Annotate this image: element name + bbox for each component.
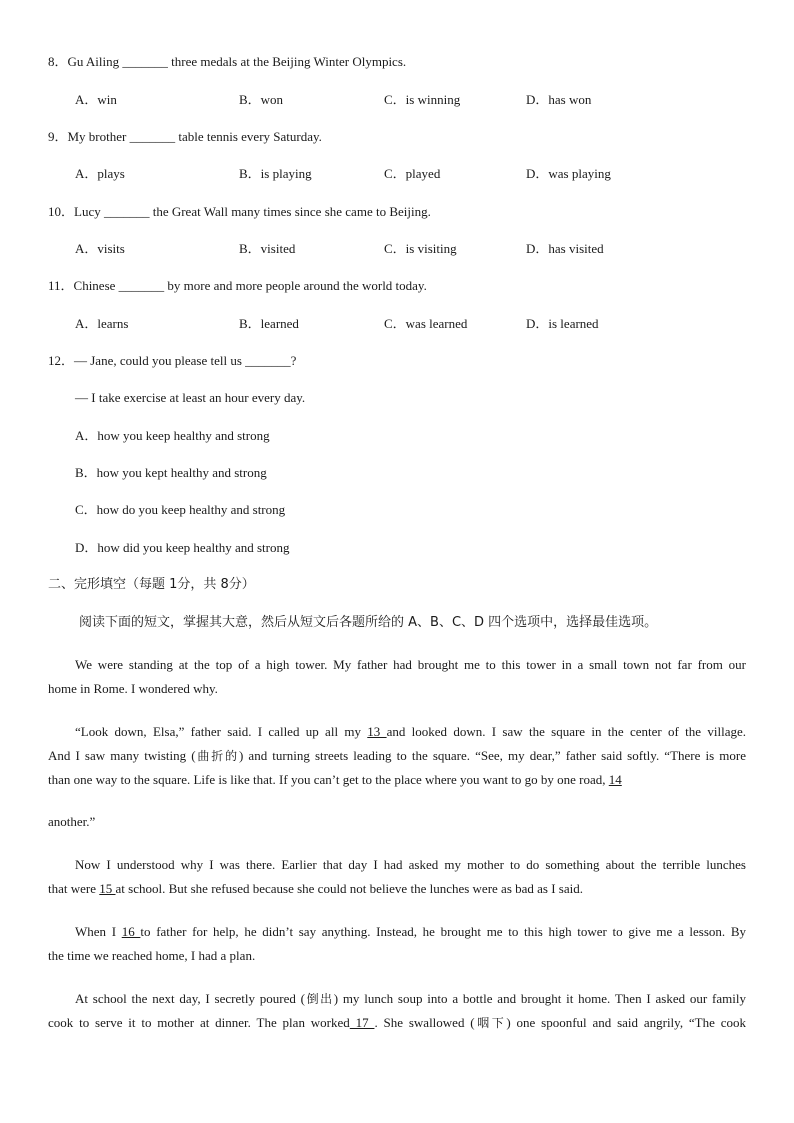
passage-paragraph-1-line-2: home in Rome. I wondered why.	[48, 681, 218, 696]
question-12-option-b[interactable]: B．how you kept healthy and strong	[75, 465, 267, 480]
question-9-options	[75, 165, 755, 183]
question-9-option-a[interactable]: A．plays	[75, 166, 125, 181]
passage-paragraph-4-line-2: the time we reached home, I had a plan.	[48, 948, 256, 963]
question-8-option-d[interactable]: D．has won	[526, 92, 592, 107]
question-10-options	[75, 240, 755, 258]
passage-paragraph-5-line-1: At school the next day, I secretly poured (倒出) my lunch soup into a bottle and brought it home. Then I asked our family	[75, 991, 746, 1006]
passage-paragraph-2-line-2: And I saw many twisting (曲折的) and turning streets leading to the square. “See, my dear,” father said softly. “There is more	[48, 748, 746, 763]
passage-paragraph-3-line-2: that were 15 at school. But she refused because she could not believe the lunches were as bad as I said.	[48, 881, 584, 896]
question-12-option-c[interactable]: C．how do you keep healthy and strong	[75, 502, 286, 517]
question-11-option-a[interactable]: A．learns	[75, 316, 129, 331]
question-11-stem: 11．Chinese _______ by more and more people around the world today.	[48, 278, 427, 293]
passage-paragraph-4-line-1: When I 16 to father for help, he didn’t say anything. Instead, he brought me to this high tower to give me a lesson. By	[75, 924, 746, 939]
question-11-option-d[interactable]: D．is learned	[526, 316, 599, 331]
question-10-option-b[interactable]: B．visited	[239, 241, 296, 256]
question-8-option-a[interactable]: A．win	[75, 92, 117, 107]
passage-paragraph-2-line-4: another.”	[48, 814, 96, 829]
question-11-option-b[interactable]: B．learned	[239, 316, 299, 331]
section-2-instruction: 阅读下面的短文，掌握其大意，然后从短文后各题所给的 A、B、C、D 四个选项中，选择最佳选项。	[79, 615, 658, 630]
question-9-option-c[interactable]: C．played	[384, 166, 441, 181]
question-12-option-d[interactable]: D．how did you keep healthy and strong	[75, 540, 290, 555]
question-10-option-a[interactable]: A．visits	[75, 241, 125, 256]
question-8-option-b[interactable]: B．won	[239, 92, 284, 107]
blank-16[interactable]: 16	[121, 924, 141, 939]
question-9-stem: 9．My brother _______ table tennis every Saturday.	[48, 129, 322, 144]
blank-15[interactable]: 15	[99, 881, 116, 896]
question-12-option-a[interactable]: A．how you keep healthy and strong	[75, 428, 270, 443]
passage-paragraph-1-line-1: We were standing at the top of a high tower. My father had brought me to this tower in a small town not far from our	[75, 657, 746, 672]
question-9-option-b[interactable]: B．is playing	[239, 166, 312, 181]
passage-paragraph-3-line-1: Now I understood why I was there. Earlier that day I had asked my mother to do something about the terrible lunches	[75, 857, 746, 872]
question-8-stem: 8．Gu Ailing _______ three medals at the Beijing Winter Olympics.	[48, 54, 407, 69]
question-8-options	[75, 91, 755, 109]
question-11-options	[75, 315, 755, 333]
question-10-option-d[interactable]: D．has visited	[526, 241, 604, 256]
question-10-option-c[interactable]: C．is visiting	[384, 241, 457, 256]
passage-paragraph-2-line-1: “Look down, Elsa,” father said. I called up all my 13 and looked down. I saw the square in the center of the village.	[75, 724, 746, 739]
question-10-stem: 10．Lucy _______ the Great Wall many times since she came to Beijing.	[48, 204, 431, 219]
blank-17[interactable]: 17	[349, 1015, 375, 1030]
passage-paragraph-5-line-2: cook to serve it to mother at dinner. The plan worked 17 . She swallowed (咽下) one spoonful and said angrily, “The cook	[48, 1015, 746, 1030]
blank-14[interactable]: 14	[608, 772, 622, 787]
question-8-option-c[interactable]: C．is winning	[384, 92, 461, 107]
question-12-stem: 12．— Jane, could you please tell us _______?	[48, 353, 297, 368]
question-12-reply: — I take exercise at least an hour every day.	[75, 390, 306, 405]
blank-13[interactable]: 13	[367, 724, 387, 739]
question-9-option-d[interactable]: D．was playing	[526, 166, 611, 181]
section-2-title: 二、完形填空（每题 1分，共 8分）	[48, 577, 255, 592]
question-11-option-c[interactable]: C．was learned	[384, 316, 468, 331]
passage-paragraph-2-line-3: than one way to the square. Life is like that. If you can’t get to the place where you want to go by one road, 14	[48, 772, 622, 787]
